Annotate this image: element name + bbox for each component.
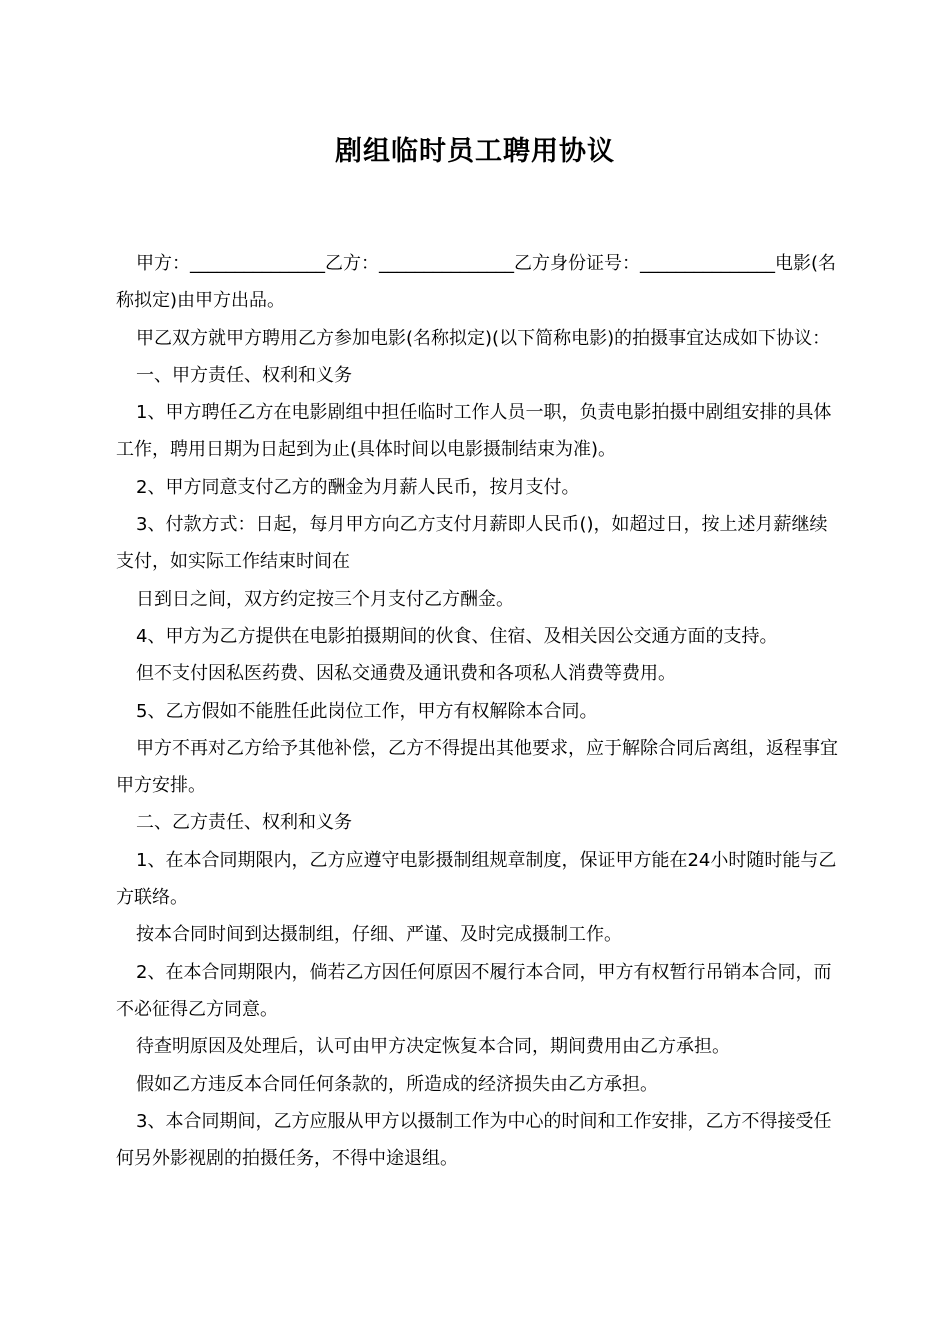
paragraph-a1: 1、甲方聘任乙方在电影剧组中担任临时工作人员一职，负责电影拍摄中剧组安排的具体工作，聘用日期为日起到为止(具体时间以电影摄制结束为准)。 [116,402,832,461]
paragraph-a5: 5、乙方假如不能胜任此岗位工作，甲方有权解除本合同。 [136,700,598,722]
document-title: 剧组临时员工聘用协议 [335,136,615,167]
document-body [116,245,842,1177]
paragraph-b2-continued: 待查明原因及处理后，认可由甲方决定恢复本合同，期间费用由乙方承担。 [136,1036,730,1058]
paragraph-a4-continued: 但不支付因私医药费、因私交通费及通讯费和各项私人消费等费用。 [136,663,676,685]
paragraph-b2: 2、在本合同期限内，倘若乙方因任何原因不履行本合同，甲方有权暂行吊销本合同，而不必征得乙方同意。 [116,961,832,1020]
paragraph-b2-liability: 假如乙方违反本合同任何条款的，所造成的经济损失由乙方承担。 [136,1073,658,1095]
paragraph-b3: 3、本合同期间，乙方应服从甲方以摄制工作为中心的时间和工作安排，乙方不得接受任何另外影视剧的拍摄任务，不得中途退组。 [116,1110,832,1170]
paragraph-b1-continued: 按本合同时间到达摄制组，仔细、严谨、及时完成摄制工作。 [136,924,622,946]
paragraph-a5-continued: 甲方不再对乙方给予其他补偿，乙方不得提出其他要求，应于解除合同后离组，返程事宜甲方安排。 [116,737,838,797]
paragraph-a3-continued: 日到日之间，双方约定按三个月支付乙方酬金。 [136,588,514,610]
section-heading-party-b: 二、乙方责任、权利和义务 [136,812,352,834]
section-heading-party-a: 一、甲方责任、权利和义务 [136,364,352,386]
paragraph-preamble: 甲乙双方就甲方聘用乙方参加电影(名称拟定)(以下简称电影)的拍摄事宜达成如下协议： [136,327,831,349]
paragraph-b1: 1、在本合同期限内，乙方应遵守电影摄制组规章制度，保证甲方能在24小时随时能与乙方联络。 [116,849,837,909]
paragraph-a2: 2、甲方同意支付乙方的酬金为月薪人民币，按月支付。 [136,476,580,498]
paragraph-a4: 4、甲方为乙方提供在电影拍摄期间的伙食、住宿、及相关因公交通方面的支持。 [136,625,778,647]
paragraph-a3: 3、付款方式：日起，每月甲方向乙方支付月薪即人民币()，如超过日，按上述月薪继续支付，如实际工作结束时间在 [116,514,828,573]
paragraph-parties: 甲方：_______________乙方：_______________乙方身份证号：_______________电影(名称拟定)由甲方出品。 [116,253,837,312]
